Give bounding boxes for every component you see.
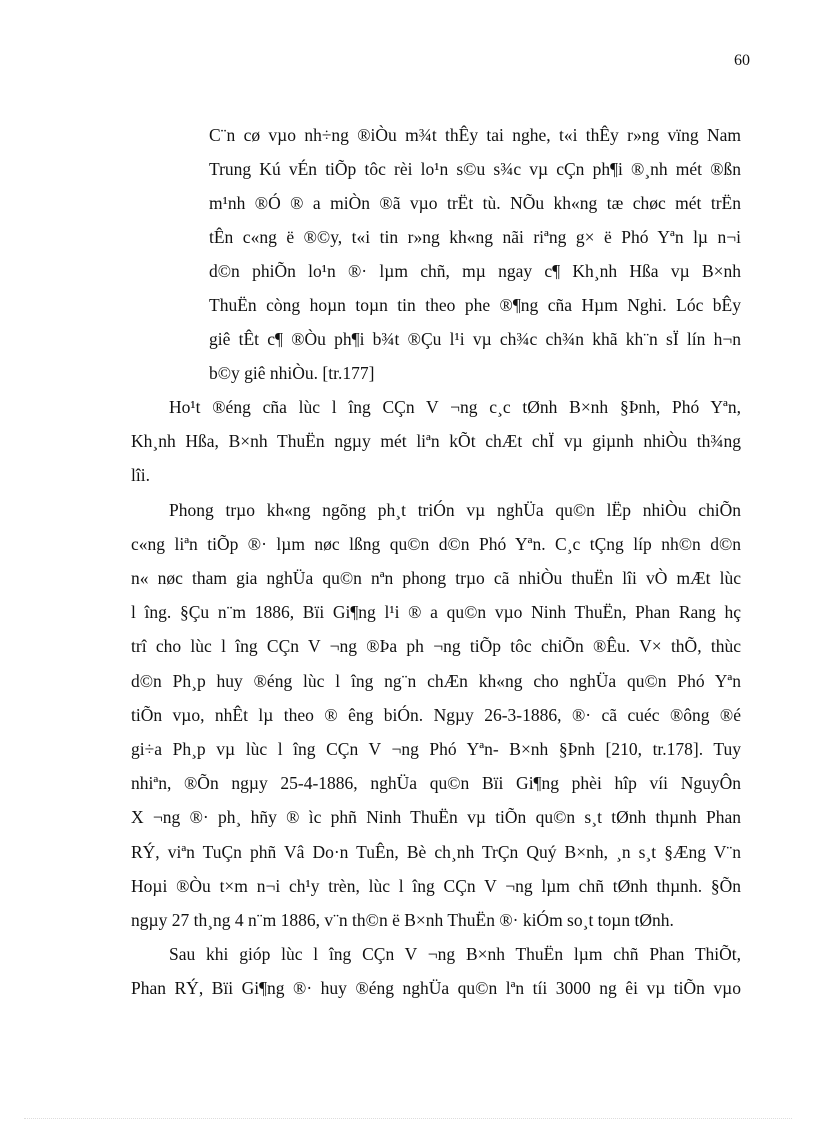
paragraph-2-line: Hoµi ®Òu t×m n¬i ch¹y trèn, lùc l îng CÇn V ¬ng lµm chñ tØnh thµnh. §Õn xyxy=(131,875,741,896)
block-quote xyxy=(209,118,741,390)
paragraph-2-line: c«ng liªn tiÕp ®· lµm nøc lßng qu©n d©n Phó Yªn. C¸c tÇng líp nh©n d©n xyxy=(131,533,741,554)
paragraph-2-line: l îng. §Çu n¨m 1886, Bïi Gi¶ng l¹i ® a qu©n vµo Ninh ThuËn, Phan Rang hç xyxy=(131,602,741,623)
paragraph-2-line: ngµy 27 th¸ng 4 n¨m 1886, v¨n th©n ë B×nh ThuËn ®· kiÓm so¸t toµn tØnh. xyxy=(131,910,674,931)
body-text xyxy=(131,390,741,1006)
paragraph-1-line: Kh¸nh Hßa, B×nh ThuËn ngµy mét liªn kÕt chÆt chÏ vµ giµnh nhiÒu th¾ng xyxy=(131,431,741,452)
paragraph-2-line: trî cho lùc l îng CÇn V ¬ng ®Þa ph ¬ng tiÕp tôc chiÕn ®Êu. V× thÕ, thùc xyxy=(131,636,741,657)
paragraph-3-line: Phan RÝ, Bïi Gi¶ng ®· huy ®éng nghÜa qu©n lªn tíi 3000 ng êi vµ tiÕn vµo xyxy=(131,978,741,999)
paragraph-2-line: tiÕn vµo, nhÊt lµ theo ® êng biÓn. Ngµy 26-3-1886, ®· cã cuéc ®ông ®é xyxy=(131,704,741,725)
quote-line: C¨n cø vµo nh÷ng ®iÒu m¾t thÊy tai nghe, t«i thÊy r»ng vïng Nam xyxy=(209,125,741,145)
quote-line: giê tÊt c¶ ®Òu ph¶i b¾t ®Çu l¹i vµ ch¾c ch¾n khã kh¨n sÏ lín h¬n xyxy=(209,329,741,349)
paragraph-1-line: lîi. xyxy=(131,465,150,486)
paragraph-2-line: X ¬ng ®· ph¸ hñy ® ìc phñ Ninh ThuËn vµ tiÕn qu©n s¸t tØnh thµnh Phan xyxy=(131,807,741,828)
paragraph-3-line: Sau khi gióp lùc l îng CÇn V ¬ng B×nh ThuËn lµm chñ Phan ThiÕt, xyxy=(169,944,741,965)
paragraph-2-line: RÝ, viªn TuÇn phñ Vâ Do·n TuÊn, Bè ch¸nh TrÇn Quý B×nh, ¸n s¸t §Æng V¨n xyxy=(131,841,741,862)
page-number: 60 xyxy=(734,52,750,69)
quote-line: d©n phiÕn lo¹n ®· lµm chñ, mµ ngay c¶ Kh¸nh Hßa vµ B×nh xyxy=(209,261,741,281)
paragraph-2-line: n« nøc tham gia nghÜa qu©n nªn phong trµo cã nhiÒu thuËn lîi vÒ mÆt lùc xyxy=(131,568,741,589)
paragraph-2-line: d©n Ph¸p huy ®éng lùc l îng ng¨n chÆn kh«ng cho nghÜa qu©n Phó Yªn xyxy=(131,670,741,691)
paragraph-2-line: Phong trµo kh«ng ngõng ph¸t triÓn vµ nghÜa qu©n lËp nhiÒu chiÕn xyxy=(169,499,741,520)
paragraph-2-line: gi÷a Ph¸p vµ lùc l îng CÇn V ¬ng Phó Yªn- B×nh §Þnh [210, tr.178]. Tuy xyxy=(131,739,741,760)
page-bottom-divider xyxy=(24,1118,792,1119)
quote-line: Trung Kú vÉn tiÕp tôc rèi lo¹n s©u s¾c vµ cÇn ph¶i ®¸nh mét ®ßn xyxy=(209,159,741,179)
quote-line: b©y giê nhiÒu. [tr.177] xyxy=(209,363,375,383)
quote-line: ThuËn còng hoµn toµn tin theo phe ®¶ng cña Hµm Nghi. Lóc bÊy xyxy=(209,295,741,315)
paragraph-1-line: Ho¹t ®éng cña lùc l îng CÇn V ¬ng c¸c tØnh B×nh §Þnh, Phó Yªn, xyxy=(169,397,741,417)
quote-line: m¹nh ®Ó ® a miÒn ®ã vµo trËt tù. NÕu kh«ng tæ chøc mét trËn xyxy=(209,193,741,213)
quote-line: tÊn c«ng ë ®©y, t«i tin r»ng kh«ng nãi riªng g× ë Phó Yªn lµ n¬i xyxy=(209,227,741,247)
paragraph-2-line: nhiªn, ®Õn ngµy 25-4-1886, nghÜa qu©n Bïi Gi¶ng phèi hîp víi NguyÔn xyxy=(131,773,741,794)
